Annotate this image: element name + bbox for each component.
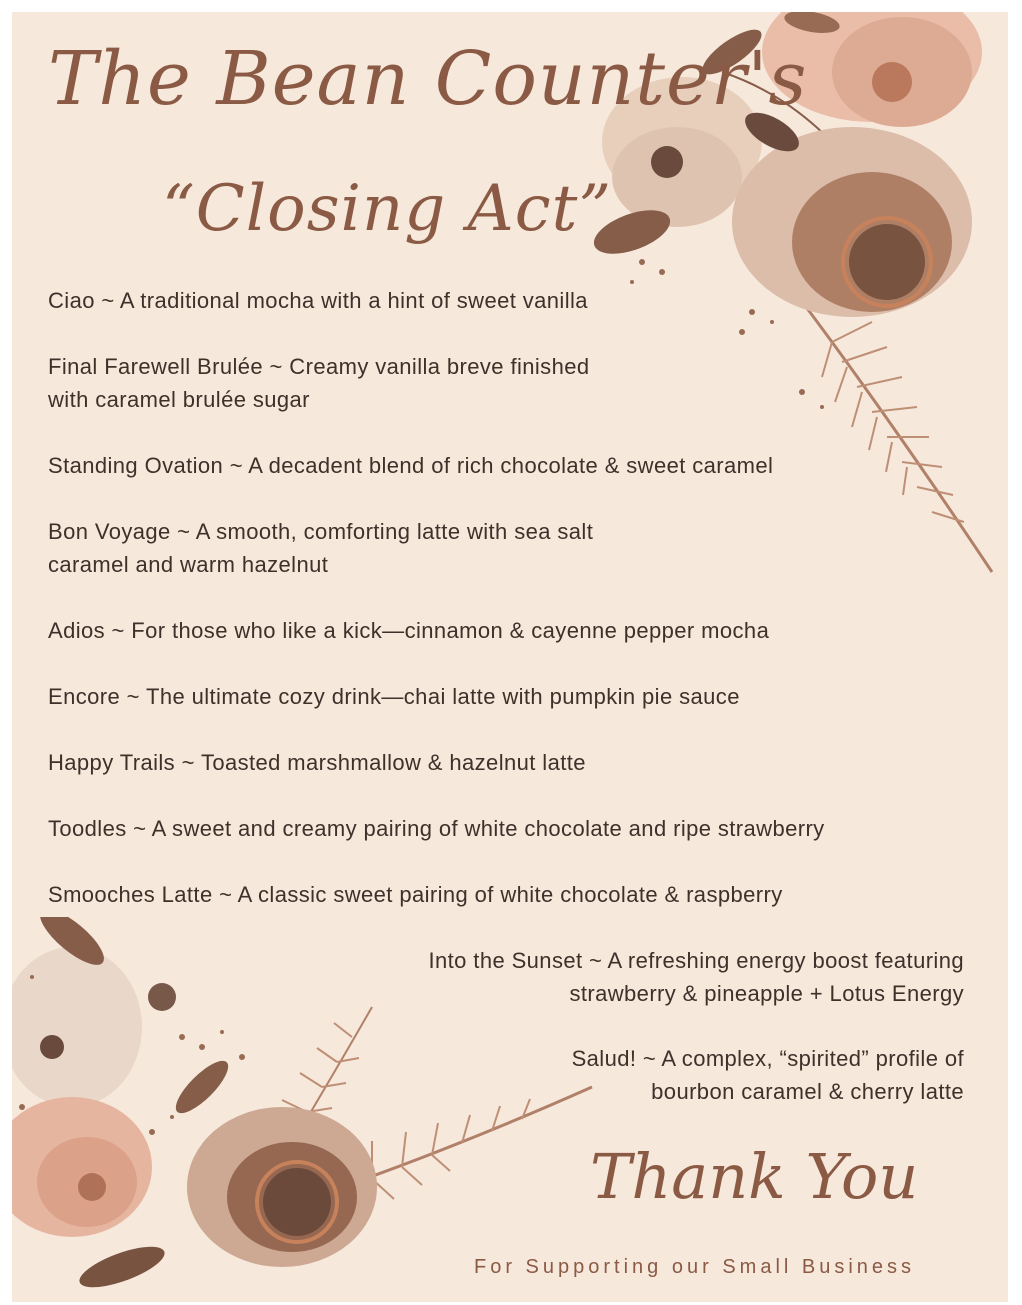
menu-item-line: caramel and warm hazelnut — [48, 552, 329, 577]
menu-item — [48, 350, 590, 416]
menu-item — [48, 449, 773, 482]
menu-item — [48, 878, 783, 911]
menu-item — [48, 680, 740, 713]
menu-item-line: Encore ~ The ultimate cozy drink—chai latte with pumpkin pie sauce — [48, 684, 740, 709]
menu-page — [12, 12, 1008, 1302]
menu-item — [48, 812, 825, 845]
menu-item-line: Ciao ~ A traditional mocha with a hint of sweet vanilla — [48, 288, 588, 313]
menu-item-line: with caramel brulée sugar — [48, 387, 310, 412]
menu-item-line: Final Farewell Brulée ~ Creamy vanilla breve finished — [48, 354, 590, 379]
thank-you-heading: Thank You — [590, 1140, 919, 1213]
menu-item-line: Bon Voyage ~ A smooth, comforting latte with sea salt — [48, 519, 594, 544]
menu-item-line: Smooches Latte ~ A classic sweet pairing of white chocolate & raspberry — [48, 882, 783, 907]
menu-item-line: Toodles ~ A sweet and creamy pairing of white chocolate and ripe strawberry — [48, 816, 825, 841]
menu-item-line: Adios ~ For those who like a kick—cinnamon & cayenne pepper mocha — [48, 618, 770, 643]
page-subtitle: “Closing Act” — [162, 172, 613, 246]
menu-item-line: Standing Ovation ~ A decadent blend of rich chocolate & sweet caramel — [48, 453, 774, 478]
menu-item-line: Into the Sunset ~ A refreshing energy boost featuring — [428, 948, 964, 973]
menu-item-line: Salud! ~ A complex, “spirited” profile of — [571, 1046, 964, 1071]
menu-item — [429, 944, 965, 1010]
menu-item — [48, 284, 588, 317]
support-tagline: For Supporting our Small Business — [474, 1256, 916, 1278]
menu-item — [48, 746, 586, 779]
menu-item-line: Happy Trails ~ Toasted marshmallow & hazelnut latte — [48, 750, 586, 775]
menu-item — [48, 515, 593, 581]
menu-item — [572, 1042, 964, 1108]
menu-item — [48, 614, 769, 647]
page-title: The Bean Counter's — [48, 36, 808, 122]
menu-item-line: strawberry & pineapple + Lotus Energy — [569, 981, 964, 1006]
menu-item-line: bourbon caramel & cherry latte — [651, 1079, 964, 1104]
